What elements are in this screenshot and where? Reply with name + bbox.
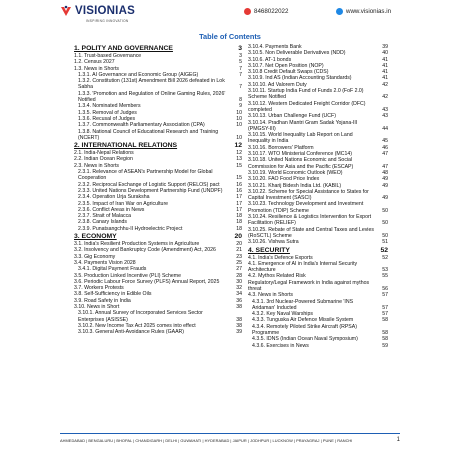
toc-entry-label: 2.2. Indian Ocean Region xyxy=(74,156,133,163)
toc-entry-page: 28 xyxy=(236,272,242,279)
toc-entry-page: 18 xyxy=(236,219,242,226)
toc-entry-page: 25 xyxy=(236,259,242,266)
toc-entry-label: 2. INTERNATIONAL RELATIONS xyxy=(74,142,178,150)
toc-entry[interactable] xyxy=(248,189,388,202)
toc-entry-label: 3.10.6. AT-1 bonds xyxy=(248,56,292,63)
toc-entry-page: 52 xyxy=(380,246,388,254)
toc-entry-label: 3.10.3. General Anti-Avoidance Rules (GAAR) xyxy=(78,329,185,336)
toc-entry-page: 20 xyxy=(234,233,242,241)
toc-entry-label: 3.10.7. Net Open Position (NOP) xyxy=(248,62,324,69)
toc-entry[interactable] xyxy=(248,201,388,214)
toc-entry-label: 3.10.10. Ad Valorem Duty xyxy=(248,81,307,88)
toc-entry-label: 3.4. Payments Vision 2028 xyxy=(74,259,136,266)
website-link[interactable]: www.visionias.in xyxy=(346,8,392,15)
logo xyxy=(60,5,135,17)
toc-entry-page: 12 xyxy=(236,150,242,157)
toc-entry-page: 7 xyxy=(239,65,242,72)
footer-cities: AHMEDABAD | BENGALURU | BHOPAL | CHANDIGARH | DELHI | GUWAHATI | HYDERABAD | JAIPUR | JODHPUR | LUCKNOW | PRAYAGRAJ | PUNE | RANCHI xyxy=(60,437,353,443)
toc-entry-page: 49 xyxy=(382,195,388,202)
toc-entry-page: 58 xyxy=(382,336,388,343)
toc-entry-label: 2.3.9. Punatsangchhu-II Hydroelectric Project xyxy=(78,225,183,232)
toc-entry-page: 38 xyxy=(236,316,242,323)
toc-entry-label: 3.10.23. Technology Development and Investment Promotion (TDIP) Scheme xyxy=(248,201,364,214)
toc-entry-label: 2.3.7. Strait of Malacca xyxy=(78,213,132,220)
toc-entry-label: 3.7. Workers Protests xyxy=(74,285,124,292)
toc-entry-label: 1.2. Census 2027 xyxy=(74,59,115,66)
toc-entry-label: 1. POLITY AND GOVERNANCE xyxy=(74,45,173,52)
toc-entry-label: 4.3.1. 3rd Nuclear-Powered Submarine 'INS Aridaman' Inducted xyxy=(252,298,354,311)
toc-entry-label: 2.3.3. United Nations Development Partnership Fund (UNDPF) xyxy=(78,187,223,194)
toc-entry-page: 15 xyxy=(236,175,242,182)
toc-entry-label: 3.10.15. World Inequality Lab Report on Land Inequality in India xyxy=(248,132,353,145)
toc-entry-page: 50 xyxy=(382,232,388,239)
toc-entry-page: 3 xyxy=(239,53,242,59)
toc-entry-page: 42 xyxy=(382,81,388,88)
toc-entry-label: 1.3.6. Recusal of Judges xyxy=(78,115,136,122)
toc-entry[interactable] xyxy=(74,129,242,142)
toc-entry-page: 16 xyxy=(236,181,242,188)
toc-entry-label: 1.3.3. 'Promotion and Regulation of Online Gaming Rules, 2026' Notified xyxy=(78,90,226,104)
toc-entry-label: 3.10.22. Scheme for Special Assistance to States for Capital Investment (SASCI) xyxy=(248,188,369,202)
toc-entry-label: 3.8. Self-Sufficiency in Edible Oils xyxy=(74,291,152,298)
toc-entry-label: 2.3.6. Conflict Areas in News xyxy=(78,206,145,213)
toc-entry[interactable] xyxy=(248,261,388,274)
toc-entry-page: 57 xyxy=(382,292,388,299)
toc-entry-label: 1.3.7. Commonwealth Parliamentary Association (CPA) xyxy=(78,122,205,129)
website-contact xyxy=(336,8,391,15)
logo-mark-icon xyxy=(60,5,72,17)
logo-tagline: INSPIRING INNOVATION xyxy=(86,19,129,23)
toc-left-column xyxy=(74,44,242,335)
toc-entry-page: 48 xyxy=(382,169,388,176)
toc-entry-page: 15 xyxy=(236,162,242,169)
toc-entry-label: 2.1. India-Nepal Relations xyxy=(74,150,134,157)
toc-entry[interactable] xyxy=(74,329,242,335)
toc-entry-page: 58 xyxy=(382,330,388,337)
toc-entry[interactable] xyxy=(74,78,242,91)
toc-entry-label: 3.10.8 Credit Default Swaps (CDS) xyxy=(248,69,329,76)
toc-entry-page: 8 xyxy=(239,97,242,104)
toc-entry-page: 40 xyxy=(382,50,388,57)
toc-entry-page: 43 xyxy=(382,106,388,113)
phone-contact xyxy=(244,8,288,15)
phone-number: 8468022022 xyxy=(254,8,289,15)
toc-entry-label: 3.10.4. Payments Bank xyxy=(248,44,302,50)
toc-entry-page: 41 xyxy=(382,62,388,69)
toc-entry-page: 51 xyxy=(382,239,388,246)
toc-section-entry[interactable] xyxy=(248,246,388,255)
toc-entry-label: 4.3.6. Exercises in News xyxy=(252,342,309,349)
toc-entry-label: 4.3.5. IDNS (Indian Ocean Naval Symposium) xyxy=(252,336,358,343)
toc-entry-page: 52 xyxy=(382,254,388,261)
toc-entry-label: 3.5. Production Linked Incentive (PLI) Scheme xyxy=(74,272,181,279)
toc-entry-page: 41 xyxy=(382,69,388,76)
toc-entry[interactable] xyxy=(248,157,388,170)
toc-entry-page: 58 xyxy=(382,317,388,324)
toc-entry-page: 39 xyxy=(382,44,388,50)
toc-entry-page: 56 xyxy=(382,285,388,292)
toc-entry-page: 18 xyxy=(236,213,242,220)
toc-entry-page: 10 xyxy=(236,115,242,122)
toc-entry-page: 10 xyxy=(236,122,242,129)
toc-entry-label: 2.3.8. Canary Islands xyxy=(78,219,128,226)
toc-entry-page: 47 xyxy=(382,151,388,158)
toc-entry-page: 43 xyxy=(382,113,388,120)
toc-entry-page: 3 xyxy=(238,45,242,52)
toc-entry-page: 13 xyxy=(236,156,242,163)
toc-entry-page: 7 xyxy=(239,84,242,91)
toc-entry-page: 10 xyxy=(236,109,242,116)
toc-entry-label: 3.10.11. Startup India Fund of Funds 2.0 (FoF 2.0) Scheme Notified xyxy=(248,88,364,101)
toc-entry-page: 57 xyxy=(382,311,388,318)
toc-entry-page: 21 xyxy=(236,247,242,254)
toc-entry-page: 50 xyxy=(382,207,388,214)
toc-entry-label: 4.1. Emergence of AI in India's Internal Security Architecture xyxy=(248,260,358,274)
toc-entry[interactable] xyxy=(248,214,388,227)
toc-entry-page: 23 xyxy=(236,253,242,260)
toc-right-column xyxy=(248,44,388,349)
toc-entry-label: 2.3.5. Impact of Iran War on Agriculture xyxy=(78,200,169,207)
toc-entry-label: 3.4.1. Digital Payment Frauds xyxy=(78,266,147,273)
toc-entry-label: 1.3.1. AI Governance and Economic Group (AIGEG) xyxy=(78,71,199,78)
toc-entry-label: 3.10.19. World Economic Outlook (WEO) xyxy=(248,169,343,176)
toc-entry-page: 53 xyxy=(382,267,388,274)
toc-entry-page: 17 xyxy=(236,194,242,201)
toc-entry-label: 3.10.5. Non Deliverable Derivatives (NDD) xyxy=(248,50,346,57)
toc-entry-page: 46 xyxy=(382,144,388,151)
toc-entry-page: 55 xyxy=(382,273,388,280)
toc-entry-label: 1.3. News in Shorts xyxy=(74,65,119,72)
toc-entry-label: 3.10.24. Resilience & Logistics Intervention for Export Facilitation (RELIEF) xyxy=(248,214,372,227)
toc-entry-page: 57 xyxy=(382,304,388,311)
toc-entry-label: 3.10.21. Kharij Bidesh India Ltd. (KABIL) xyxy=(248,182,342,189)
toc-entry-page: 42 xyxy=(382,94,388,101)
toc-entry-label: 3.10.14. Pradhan Mantri Gram Sadak Yojana-III (PMGSY-III) xyxy=(248,119,358,132)
toc-entry-label: 2.3.2. Reciprocal Exchange of Logistic Support (RELOS) pact xyxy=(78,181,220,188)
toc-entry-page: 49 xyxy=(382,182,388,189)
toc-entry-label: 3.9. Road Safety in India xyxy=(74,297,131,304)
toc-entry-page: 18 xyxy=(236,225,242,232)
toc-entry-label: 3.3. Gig Economy xyxy=(74,253,116,260)
toc-entry-label: 3.10. News in Short xyxy=(74,303,120,310)
toc-entry-label: 3.2. Insolvency and Bankruptcy Code (Amendment) Act, 2026 xyxy=(74,247,216,254)
toc-entry-page: 38 xyxy=(236,303,242,310)
toc-entry-label: 1.3.8. National Council of Educational Research and Training (NCERT) xyxy=(78,128,219,141)
toc-entry-page: 49 xyxy=(382,176,388,183)
toc-entry-page: 38 xyxy=(236,322,242,329)
toc-entry-label: 4.3.3. Tunguska Air Defence Missile System xyxy=(252,317,354,324)
toc-entry-page: 16 xyxy=(236,187,242,194)
logo-text: VISIONIAS xyxy=(75,5,135,17)
toc-entry-label: 2.3.1. Relevance of ASEAN's Partnership Model for Global Cooperation xyxy=(78,169,213,182)
phone-icon xyxy=(244,8,251,15)
toc-entry-page: 41 xyxy=(382,56,388,63)
toc-entry-page: 27 xyxy=(236,266,242,273)
toc-entry-page: 12 xyxy=(234,142,242,150)
toc-entry[interactable] xyxy=(248,280,388,293)
toc-entry-label: 3.6. Periodic Labour Force Survey (PLFS) Annual Report, 2025 xyxy=(74,278,220,285)
toc-entry-label: 3.1. India's Resilient Production Systems in Agriculture xyxy=(74,241,200,248)
toc-entry[interactable] xyxy=(248,120,388,133)
toc-entry[interactable] xyxy=(248,227,388,240)
toc-section-entry[interactable] xyxy=(74,44,242,53)
toc-entry-page: 47 xyxy=(382,163,388,170)
toc-entry-page: 41 xyxy=(382,75,388,82)
toc-entry[interactable] xyxy=(74,169,242,182)
toc-entry-label: 2.3. News in Shorts xyxy=(74,162,119,169)
toc-entry-page: 45 xyxy=(382,138,388,145)
toc-entry-label: 4.1. India's Defence Exports xyxy=(248,254,313,261)
toc-entry[interactable] xyxy=(248,324,388,337)
page-header xyxy=(0,0,460,28)
toc-entry-page: 39 xyxy=(236,329,242,336)
toc-entry-page: 9 xyxy=(239,103,242,110)
toc-entry[interactable] xyxy=(248,88,388,101)
toc-entry[interactable] xyxy=(248,343,388,349)
toc-entry-page: 30 xyxy=(236,278,242,285)
globe-icon xyxy=(336,8,343,15)
page-footer xyxy=(60,433,400,446)
toc-entry-label: 1.3.5. Removal of Judges xyxy=(78,109,137,116)
toc-entry-page: 10 xyxy=(236,134,242,141)
toc-entry-page: 5 xyxy=(239,59,242,66)
toc-entry-page: 36 xyxy=(236,297,242,304)
toc-entry[interactable] xyxy=(248,299,388,312)
toc-entry-label: 4.3.2. Key Naval Warships xyxy=(252,311,313,318)
toc-entry-page: 44 xyxy=(382,125,388,132)
toc-entry-page: 32 xyxy=(236,285,242,292)
toc-entry-page: 7 xyxy=(239,71,242,78)
toc-entry-page: 59 xyxy=(382,342,388,349)
toc-entry-page: 17 xyxy=(236,200,242,207)
toc-entry[interactable] xyxy=(248,132,388,145)
toc-entry-label: 3.10.26. Vishwa Sutra xyxy=(248,239,299,246)
toc-section-entry[interactable] xyxy=(74,141,242,150)
toc-entry-label: 3.10.18. United Nations Economic and Social Commission for Asia and the Pacific (ESCAP) xyxy=(248,157,354,170)
toc-entry[interactable] xyxy=(248,101,388,114)
toc-section-entry[interactable] xyxy=(74,232,242,241)
toc-entry-label: Regulatory/Legal Framework in India against mythos threat xyxy=(248,279,370,292)
toc-entry-label: 1.1. Trust-based Governance xyxy=(74,53,142,59)
toc-entry-label: 3.10.9. Ind AS (Indian Accounting Standards) xyxy=(248,75,352,82)
toc-entry-label: 3.10.1. Annual Survey of Incorporated Services Sector Enterprises (ASISSE) xyxy=(78,310,203,323)
toc-entry-label: 3.10.20. FAO Food Price Index xyxy=(248,176,320,183)
toc-entry-label: 4. SECURITY xyxy=(248,246,290,254)
toc-entry[interactable] xyxy=(74,310,242,323)
toc-entry-label: 3.10.17. WTO Ministerial Conference (MC14) xyxy=(248,151,352,158)
toc-entry-label: 3.10.2. New Income Tax Act 2025 comes into effect xyxy=(78,322,196,329)
toc-entry-page: 17 xyxy=(236,206,242,213)
toc-entry-label: 1.3.4. Nominated Members xyxy=(78,103,141,110)
toc-entry-label: 1.3.2. Constitution (131st) Amendment Bill 2026 defeated in Lok Sabha xyxy=(78,78,225,91)
toc-entry-page: 34 xyxy=(236,291,242,298)
toc-entry-label: 3. ECONOMY xyxy=(74,233,117,241)
toc-entry-label: 3.10.13. Urban Challenge Fund (UCF) xyxy=(248,113,336,120)
toc-entry-label: 3.10.25. Rebate of State and Central Taxes and Levies (RoSCTL) Scheme xyxy=(248,226,374,239)
toc-entry-label: 4.3.4. Remotely Piloted Strike Aircraft (RPSA) Programme xyxy=(252,323,357,337)
toc-entry-page: 20 xyxy=(236,241,242,248)
toc-entry-label: 3.10.12. Western Dedicated Freight Corridor (DFC) completed xyxy=(248,100,366,113)
page-number: 1 xyxy=(396,437,400,443)
toc-entry-label: 4.3. News in Shorts xyxy=(248,292,293,299)
toc-entry-label: 3.10.16. Borrowers' Platform xyxy=(248,144,314,151)
page-title: Table of Contents xyxy=(199,32,261,41)
toc-entry[interactable] xyxy=(74,91,242,104)
toc-entry-page: 50 xyxy=(382,220,388,227)
toc-entry-label: 4.2. Mythos Related Risk xyxy=(248,273,306,280)
toc-entry-label: 2.3.4. Operation Urja Suraksha xyxy=(78,194,150,201)
